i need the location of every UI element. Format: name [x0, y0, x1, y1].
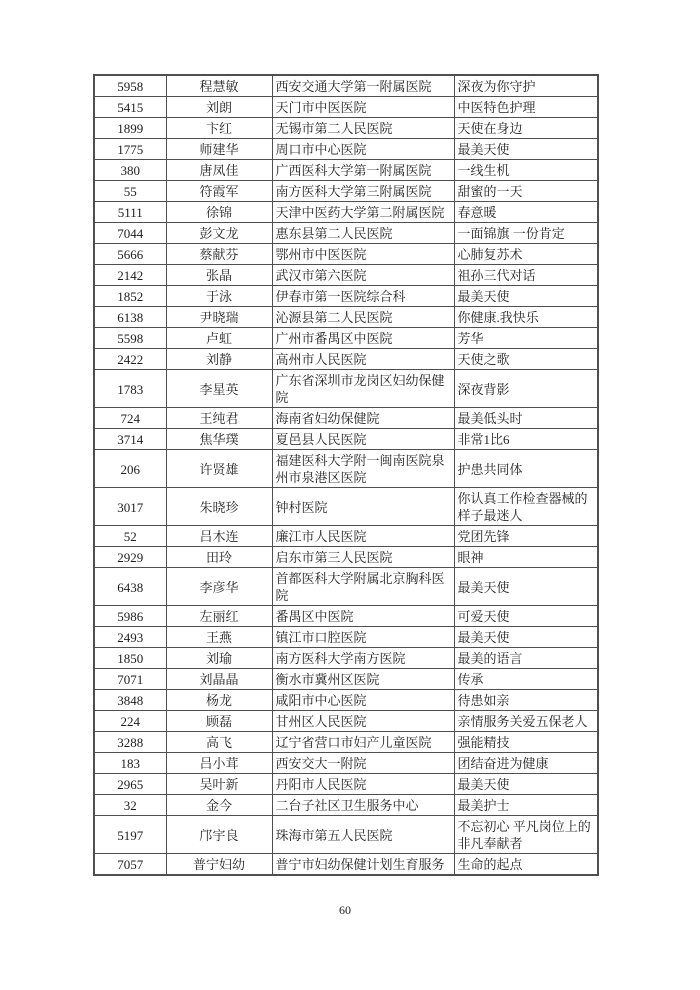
cell-name: 李彦华: [166, 568, 272, 606]
cell-name: 田玲: [166, 547, 272, 568]
cell-work-title: 可爱天使: [454, 606, 598, 627]
cell-name: 程慧敏: [166, 75, 272, 97]
cell-work-title: 你认真工作检查器械的样子最迷人: [454, 488, 598, 526]
cell-work-title: 生命的起点: [454, 854, 598, 876]
table-row: [94, 450, 598, 488]
table-row: [94, 753, 598, 774]
cell-work-title: 一面锦旗 一份肯定: [454, 223, 598, 244]
cell-work-title: 中医特色护理: [454, 97, 598, 118]
cell-entry-no: 380: [94, 160, 166, 181]
table-row: [94, 286, 598, 307]
table-row: [94, 408, 598, 429]
cell-hospital: 惠东县第二人民医院: [272, 223, 454, 244]
cell-hospital: 天门市中医医院: [272, 97, 454, 118]
cell-hospital: 丹阳市人民医院: [272, 774, 454, 795]
cell-entry-no: 1775: [94, 139, 166, 160]
cell-name: 金今: [166, 795, 272, 816]
cell-work-title: 最美天使: [454, 627, 598, 648]
cell-hospital: 夏邑县人民医院: [272, 429, 454, 450]
cell-entry-no: 3848: [94, 690, 166, 711]
cell-work-title: 亲情服务关爱五保老人: [454, 711, 598, 732]
cell-hospital: 西安交大一附院: [272, 753, 454, 774]
table-row: [94, 118, 598, 139]
cell-hospital: 广西医科大学第一附属医院: [272, 160, 454, 181]
cell-hospital: 周口市中心医院: [272, 139, 454, 160]
cell-name: 唐凤佳: [166, 160, 272, 181]
cell-work-title: 春意暖: [454, 202, 598, 223]
table-row: [94, 488, 598, 526]
cell-entry-no: 1899: [94, 118, 166, 139]
cell-entry-no: 2422: [94, 349, 166, 370]
cell-name: 卢虹: [166, 328, 272, 349]
cell-entry-no: 5958: [94, 75, 166, 97]
cell-hospital: 沁源县第二人民医院: [272, 307, 454, 328]
cell-work-title: 最美天使: [454, 139, 598, 160]
cell-hospital: 南方医科大学第三附属医院: [272, 181, 454, 202]
cell-work-title: 天使之歌: [454, 349, 598, 370]
cell-name: 刘朗: [166, 97, 272, 118]
cell-name: 高飞: [166, 732, 272, 753]
table-row: [94, 429, 598, 450]
table-row: [94, 690, 598, 711]
cell-hospital: 福建医科大学附一闽南医院泉州市泉港区医院: [272, 450, 454, 488]
cell-entry-no: 5598: [94, 328, 166, 349]
table-row: [94, 181, 598, 202]
cell-entry-no: 6138: [94, 307, 166, 328]
cell-name: 于泳: [166, 286, 272, 307]
cell-entry-no: 2142: [94, 265, 166, 286]
cell-entry-no: 5986: [94, 606, 166, 627]
cell-work-title: 最美天使: [454, 568, 598, 606]
table-row: [94, 732, 598, 753]
cell-hospital: 启东市第三人民医院: [272, 547, 454, 568]
cell-name: 张晶: [166, 265, 272, 286]
cell-entry-no: 7057: [94, 854, 166, 876]
cell-entry-no: 3288: [94, 732, 166, 753]
entries-table: [93, 74, 599, 876]
cell-name: 吕木连: [166, 526, 272, 547]
cell-entry-no: 1783: [94, 370, 166, 408]
cell-entry-no: 724: [94, 408, 166, 429]
cell-hospital: 普宁市妇幼保健计划生育服务: [272, 854, 454, 876]
cell-entry-no: 5111: [94, 202, 166, 223]
table-row: [94, 568, 598, 606]
table-row: [94, 854, 598, 876]
cell-hospital: 珠海市第五人民医院: [272, 816, 454, 854]
cell-entry-no: 224: [94, 711, 166, 732]
cell-entry-no: 52: [94, 526, 166, 547]
cell-entry-no: 2493: [94, 627, 166, 648]
cell-name: 彭文龙: [166, 223, 272, 244]
table-row: [94, 648, 598, 669]
cell-entry-no: 2929: [94, 547, 166, 568]
cell-work-title: 待患如亲: [454, 690, 598, 711]
cell-entry-no: 1852: [94, 286, 166, 307]
cell-work-title: 心肺复苏术: [454, 244, 598, 265]
cell-hospital: 二台子社区卫生服务中心: [272, 795, 454, 816]
table-row: [94, 202, 598, 223]
cell-name: 普宁妇幼: [166, 854, 272, 876]
table-row: [94, 139, 598, 160]
cell-work-title: 强能精技: [454, 732, 598, 753]
cell-work-title: 甜蜜的一天: [454, 181, 598, 202]
table-row: [94, 223, 598, 244]
cell-entry-no: 7044: [94, 223, 166, 244]
cell-hospital: 高州市人民医院: [272, 349, 454, 370]
cell-work-title: 芳华: [454, 328, 598, 349]
cell-name: 王纯君: [166, 408, 272, 429]
cell-entry-no: 206: [94, 450, 166, 488]
cell-name: 吕小茸: [166, 753, 272, 774]
page-number: 60: [339, 903, 351, 917]
cell-entry-no: 5666: [94, 244, 166, 265]
cell-entry-no: 183: [94, 753, 166, 774]
table-row: [94, 526, 598, 547]
cell-work-title: 传承: [454, 669, 598, 690]
cell-name: 徐锦: [166, 202, 272, 223]
cell-name: 王燕: [166, 627, 272, 648]
cell-name: 师建华: [166, 139, 272, 160]
cell-work-title: 最美天使: [454, 774, 598, 795]
cell-entry-no: 7071: [94, 669, 166, 690]
cell-name: 刘静: [166, 349, 272, 370]
table-row: [94, 547, 598, 568]
cell-work-title: 祖孙三代对话: [454, 265, 598, 286]
cell-hospital: 鄂州市中医医院: [272, 244, 454, 265]
cell-work-title: 党团先锋: [454, 526, 598, 547]
cell-hospital: 海南省妇幼保健院: [272, 408, 454, 429]
table-row: [94, 627, 598, 648]
entries-table-body: [94, 75, 598, 875]
cell-name: 吴叶新: [166, 774, 272, 795]
cell-entry-no: 6438: [94, 568, 166, 606]
cell-name: 蔡献芬: [166, 244, 272, 265]
cell-entry-no: 5415: [94, 97, 166, 118]
cell-hospital: 廉江市人民医院: [272, 526, 454, 547]
cell-work-title: 不忘初心 平凡岗位上的非凡奉献者: [454, 816, 598, 854]
cell-name: 符霞军: [166, 181, 272, 202]
table-row: [94, 307, 598, 328]
cell-work-title: 眼神: [454, 547, 598, 568]
cell-hospital: 广州市番禺区中医院: [272, 328, 454, 349]
cell-hospital: 钟村医院: [272, 488, 454, 526]
cell-name: 顾磊: [166, 711, 272, 732]
table-row: [94, 349, 598, 370]
table-row: [94, 606, 598, 627]
table-row: [94, 816, 598, 854]
cell-work-title: 团结奋进为健康: [454, 753, 598, 774]
cell-hospital: 番禺区中医院: [272, 606, 454, 627]
cell-entry-no: 3017: [94, 488, 166, 526]
cell-hospital: 无锡市第二人民医院: [272, 118, 454, 139]
cell-entry-no: 2965: [94, 774, 166, 795]
cell-hospital: 咸阳市中心医院: [272, 690, 454, 711]
cell-work-title: 深夜背影: [454, 370, 598, 408]
cell-work-title: 最美护士: [454, 795, 598, 816]
cell-name: 刘瑜: [166, 648, 272, 669]
cell-work-title: 最美的语言: [454, 648, 598, 669]
cell-hospital: 西安交通大学第一附属医院: [272, 75, 454, 97]
table-row: [94, 669, 598, 690]
cell-hospital: 辽宁省营口市妇产儿童医院: [272, 732, 454, 753]
cell-hospital: 镇江市口腔医院: [272, 627, 454, 648]
table-row: [94, 97, 598, 118]
cell-hospital: 武汉市第六医院: [272, 265, 454, 286]
cell-hospital: 伊春市第一医院综合科: [272, 286, 454, 307]
cell-name: 朱晓珍: [166, 488, 272, 526]
cell-name: 焦华璞: [166, 429, 272, 450]
table-row: [94, 370, 598, 408]
cell-name: 邝宇良: [166, 816, 272, 854]
table-row: [94, 711, 598, 732]
cell-work-title: 最美低头时: [454, 408, 598, 429]
cell-name: 许贤雄: [166, 450, 272, 488]
cell-hospital: 首都医科大学附属北京胸科医院: [272, 568, 454, 606]
cell-entry-no: 32: [94, 795, 166, 816]
table-row: [94, 244, 598, 265]
cell-name: 左丽红: [166, 606, 272, 627]
cell-name: 卞红: [166, 118, 272, 139]
cell-hospital: 广东省深圳市龙岗区妇幼保健院: [272, 370, 454, 408]
table-row: [94, 795, 598, 816]
cell-entry-no: 55: [94, 181, 166, 202]
table-row: [94, 774, 598, 795]
cell-work-title: 深夜为你守护: [454, 75, 598, 97]
cell-work-title: 非常1比6: [454, 429, 598, 450]
cell-work-title: 护患共同体: [454, 450, 598, 488]
table-row: [94, 160, 598, 181]
cell-work-title: 你健康.我快乐: [454, 307, 598, 328]
cell-name: 尹晓瑞: [166, 307, 272, 328]
table-row: [94, 265, 598, 286]
cell-hospital: 甘州区人民医院: [272, 711, 454, 732]
cell-name: 杨龙: [166, 690, 272, 711]
cell-hospital: 天津中医药大学第二附属医院: [272, 202, 454, 223]
cell-entry-no: 3714: [94, 429, 166, 450]
cell-hospital: 衡水市冀州区医院: [272, 669, 454, 690]
cell-work-title: 一线生机: [454, 160, 598, 181]
cell-work-title: 天使在身边: [454, 118, 598, 139]
cell-work-title: 最美天使: [454, 286, 598, 307]
cell-name: 刘晶晶: [166, 669, 272, 690]
cell-name: 李星英: [166, 370, 272, 408]
cell-hospital: 南方医科大学南方医院: [272, 648, 454, 669]
cell-entry-no: 5197: [94, 816, 166, 854]
table-row: [94, 75, 598, 97]
table-row: [94, 328, 598, 349]
cell-entry-no: 1850: [94, 648, 166, 669]
